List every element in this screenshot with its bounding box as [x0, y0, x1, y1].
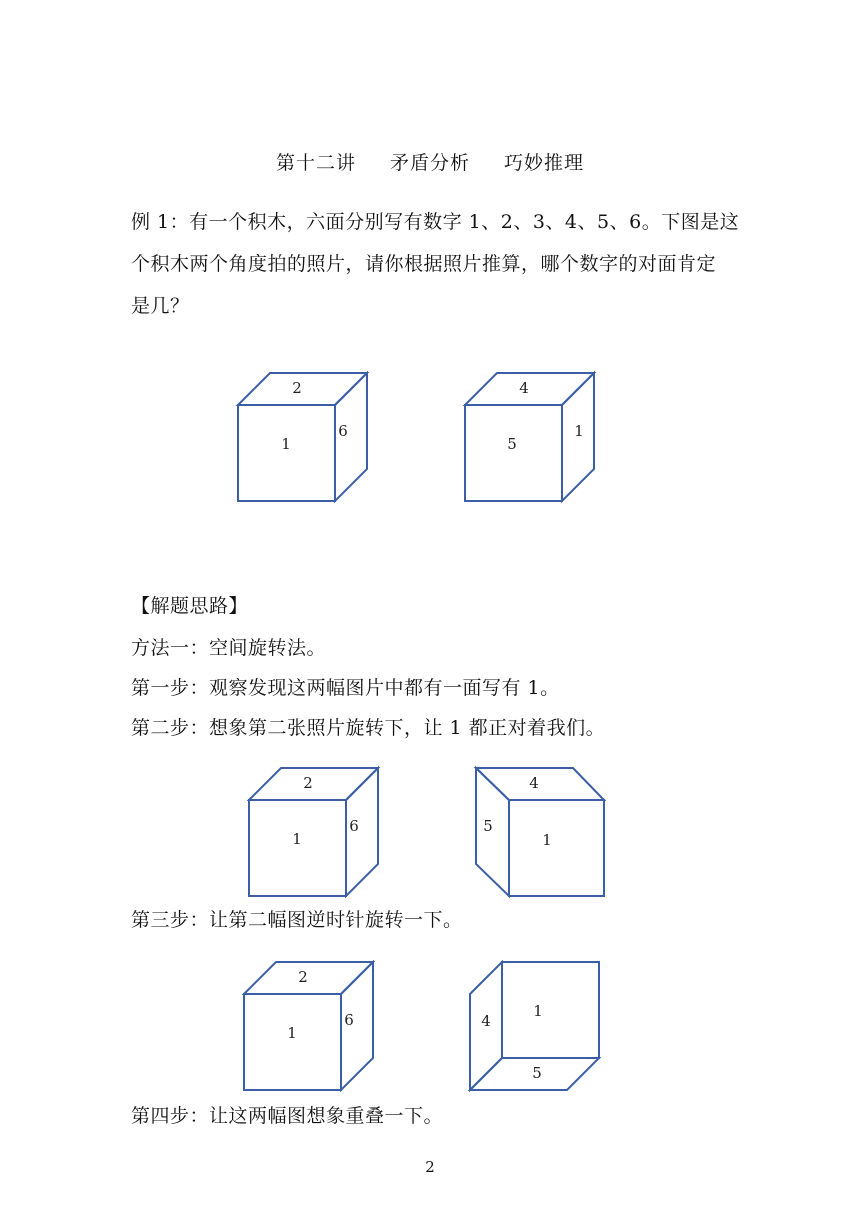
cube-left-row-3: [244, 962, 373, 1090]
cube-right-row-3: [470, 962, 599, 1090]
cube-front-label: 1: [281, 435, 291, 453]
cube-front-face: [465, 405, 562, 501]
cube-front-label: 1: [533, 1002, 543, 1020]
cube-side-label: 1: [574, 422, 584, 440]
cube-front-face: [502, 962, 599, 1058]
cube-left-row-2: [249, 768, 378, 896]
problem-line-3: 是几？: [131, 295, 190, 317]
cube-photo-1: [238, 373, 367, 501]
cube-top-face: [249, 768, 378, 800]
figure-row-1: [0, 360, 860, 510]
method-text: 方法一：空间旋转法。: [131, 637, 327, 659]
step-4-text: 第四步：让这两幅图想象重叠一下。: [131, 1105, 444, 1127]
cube-side-label: 6: [338, 422, 348, 440]
step-3-text: 第三步：让第二幅图逆时针旋转一下。: [131, 909, 463, 931]
page-number: 2: [425, 1158, 435, 1176]
lecture-title: [0, 148, 860, 175]
cube-front-label: 1: [542, 831, 552, 849]
cube-side-label: 6: [344, 1011, 354, 1029]
cube-top-label: 4: [529, 774, 539, 792]
cube-front-face: [249, 800, 346, 896]
cube-top-face: [465, 373, 594, 405]
cube-front-label: 5: [507, 435, 517, 453]
cube-front-label: 1: [292, 830, 302, 848]
solution-heading: 【解题思路】: [131, 595, 249, 617]
step-2-text: 第二步：想象第二张照片旋转下，让 1 都正对着我们。: [131, 717, 606, 739]
cube-bottom-label: 5: [532, 1064, 542, 1082]
cube-top-label: 2: [303, 774, 313, 792]
cube-top-label: 2: [292, 379, 302, 397]
cube-side-label: 4: [481, 1012, 491, 1030]
problem-line-1: 例 1：有一个积木，六面分别写有数字 1、2、3、4、5、6。下图是这: [131, 211, 740, 233]
cube-top-face: [476, 768, 604, 800]
cube-front-face: [238, 405, 335, 501]
cube-top-label: 4: [519, 379, 529, 397]
cube-front-face: [244, 994, 341, 1090]
title-part-1: 第十二讲: [275, 152, 356, 174]
problem-line-2: 个积木两个角度拍的照片，请你根据照片推算，哪个数字的对面肯定: [131, 253, 717, 275]
figure-row-2: [0, 760, 860, 900]
cube-top-label: 2: [298, 968, 308, 986]
step-1-text: 第一步：观察发现这两幅图片中都有一面写有 1。: [131, 677, 560, 699]
title-part-2: 矛盾分析: [389, 152, 470, 174]
cube-side-label: 6: [349, 817, 359, 835]
cube-photo-2: [465, 373, 594, 501]
cube-top-face: [244, 962, 373, 994]
cube-front-label: 1: [287, 1024, 297, 1042]
figure-row-3: [0, 955, 860, 1095]
title-part-3: 巧妙推理: [504, 152, 585, 174]
cube-top-face: [238, 373, 367, 405]
cube-right-row-2: [476, 768, 604, 896]
cube-front-face: [509, 800, 604, 896]
cube-side-label: 5: [483, 817, 493, 835]
